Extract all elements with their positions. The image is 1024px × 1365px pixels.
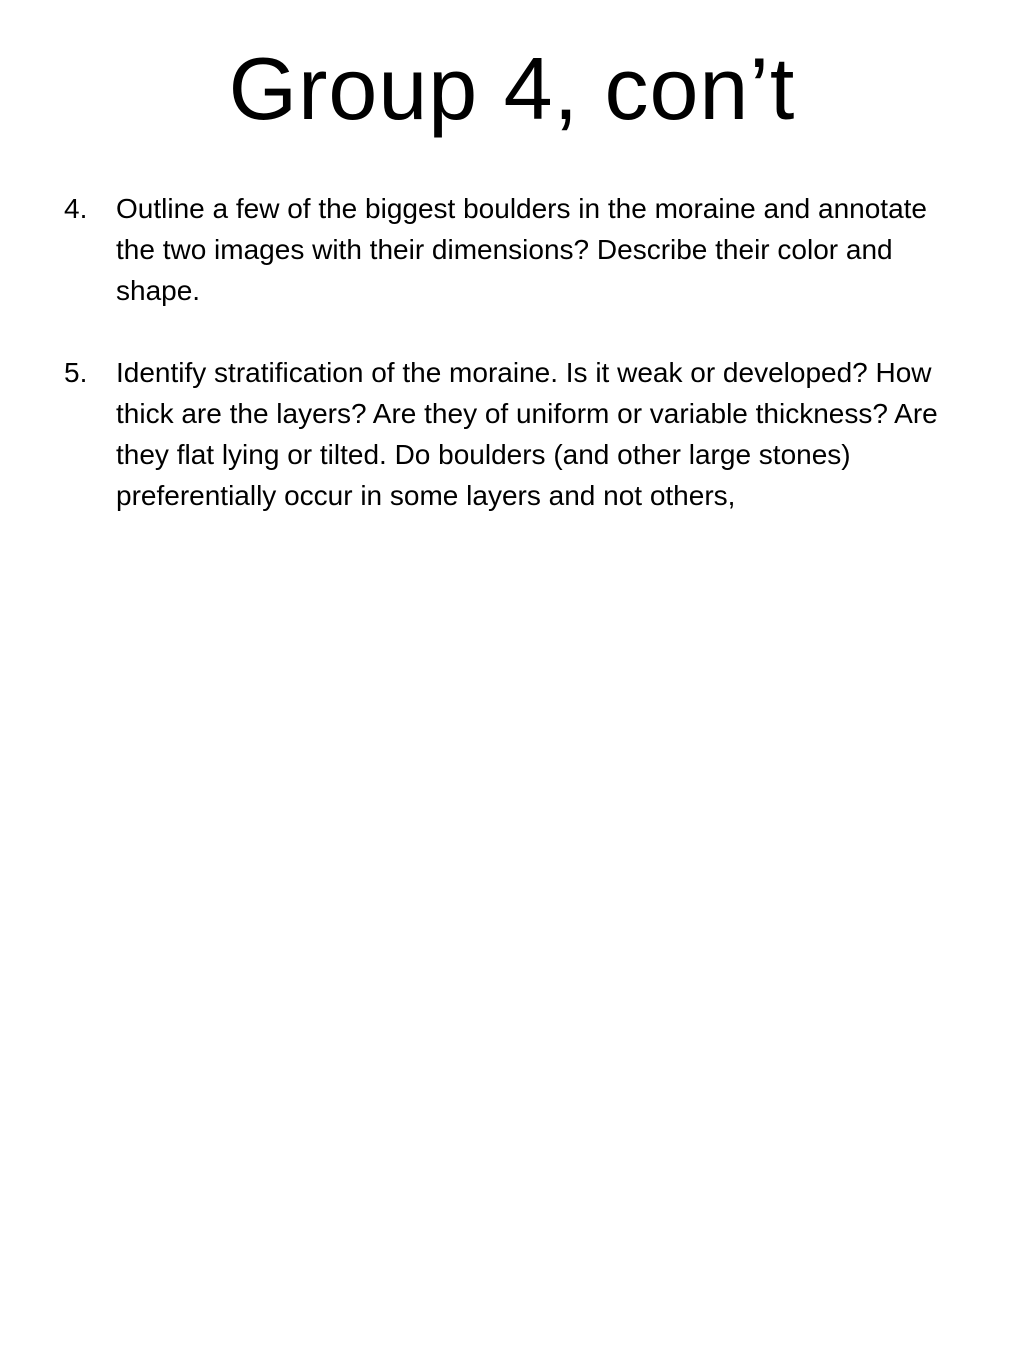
question-list: [60, 188, 940, 557]
question-number: 5.: [64, 357, 88, 388]
question-text: Outline a few of the biggest boulders in the moraine and annotate the two images with their dimensions? Describe their color and shape.: [116, 193, 927, 306]
list-item: [60, 188, 940, 311]
question-text: Identify stratification of the moraine. Is it weak or developed? How thick are the layers? Are they of uniform or variable thickness? Are they flat lying or tilted. Do boulders (and other large stones) preferentially occur in some layers and not others,: [116, 357, 938, 511]
list-item: [60, 352, 940, 516]
question-number: 4.: [64, 193, 88, 224]
slide-title: Group 4, con’t: [228, 39, 796, 138]
